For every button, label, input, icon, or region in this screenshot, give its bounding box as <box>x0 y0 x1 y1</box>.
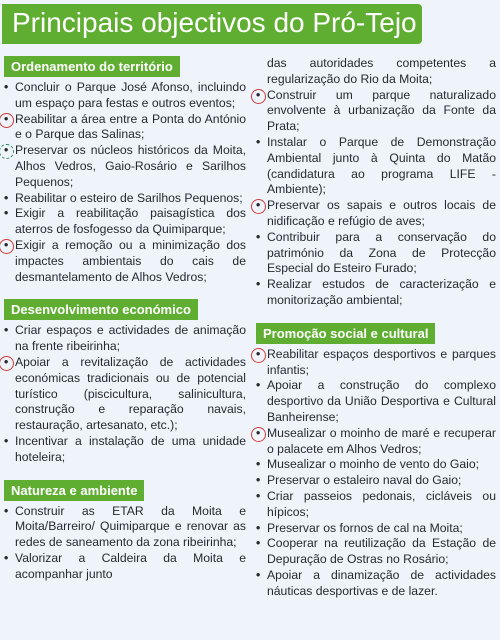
list-item: • Preservar os fornos de cal na Moita; <box>256 520 463 535</box>
section-natureza <box>4 480 246 583</box>
bullet-icon: • <box>256 488 261 503</box>
title-bar <box>0 0 500 50</box>
section-heading: Ordenamento do território <box>4 56 180 77</box>
list-item: • Incentivar a instalação de uma unidade hoteleira; <box>4 433 246 464</box>
bullet-icon: • <box>256 346 261 361</box>
list-item: • Construir um parque naturalizado envolvente à urbanização da Fonte da Prata; <box>256 88 496 135</box>
bullet-icon: • <box>4 80 9 94</box>
list-item: • Exigir a reabilitação paisagística dos aterros de fosfogesso da Quimiparque; <box>4 206 246 237</box>
list-item: • Reabilitar espaços desportivos e parques infantis; <box>256 347 496 379</box>
list-item: • Instalar o Parque de Demonstração Ambiental junto à Quinta do Matão (candidatura ao programa LIFE - Ambiente); <box>256 134 496 197</box>
bullet-icon: • <box>256 473 261 488</box>
item-list <box>4 504 246 583</box>
section-heading: Natureza e ambiente <box>4 480 144 501</box>
list-item: • Musealizar o moinho de maré e recuperar o palacete em Alhos Vedros; <box>256 426 496 458</box>
item-list <box>4 323 246 465</box>
list-item: • Exigir a remoção ou a minimização dos impactes ambientais do cais de desmantelamento de Alhos Vedros; <box>4 238 246 285</box>
bullet-icon: • <box>256 198 261 213</box>
bullet-icon: • <box>4 143 9 158</box>
list-item: • Preservar os núcleos históricos da Moita, Alhos Vedros, Gaio-Rosário e Sarilhos Pequenos; <box>4 143 246 190</box>
bullet-icon: • <box>256 87 261 102</box>
section-heading: Desenvolvimento económico <box>4 299 198 320</box>
section-desenvolvimento <box>4 299 246 465</box>
list-item: • Preservar os sapais e outros locais de nidificação e refúgio de aves; <box>256 198 496 230</box>
list-item: • Reabilitar a área entre a Ponta do António e o Parque das Salinas; <box>4 112 246 144</box>
bullet-icon: • <box>4 237 9 252</box>
list-item: • Musealizar o moinho de vento do Gaio; <box>256 457 480 472</box>
list-item: • Criar espaços e actividades de animação na frente ribeirinha; <box>4 323 246 354</box>
bullet-icon: • <box>4 433 9 448</box>
list-item: • Reabilitar o esteiro de Sarilhos Pequenos; <box>4 190 243 205</box>
bullet-icon: • <box>256 229 261 244</box>
list-item: • Apoiar a construção do complexo desportivo da União Desportiva e Cultural Banheirense; <box>256 378 496 424</box>
list-item: • Realizar estudos de caracterização e monitorização ambiental; <box>256 277 496 307</box>
right-column <box>256 56 496 608</box>
bullet-icon: • <box>256 567 261 582</box>
bullet-icon: • <box>256 457 261 472</box>
bullet-icon: • <box>4 111 9 126</box>
section-promocao <box>256 323 496 600</box>
list-item: • Cooperar na reutilização da Estação de Depuração de Ostras no Rosário; <box>256 536 496 567</box>
list-item: • Valorizar a Caldeira da Moita e acompanhar junto <box>4 550 246 581</box>
bullet-icon: • <box>4 354 9 369</box>
item-list <box>4 80 246 285</box>
list-item: • Concluir o Parque José Afonso, incluindo um espaço para festas e outros eventos; <box>4 80 246 110</box>
bullet-icon: • <box>4 190 9 205</box>
title-background <box>2 4 422 44</box>
bullet-icon: • <box>4 550 9 565</box>
bullet-icon: • <box>4 503 9 518</box>
list-item: • Criar passeios pedonais, cicláveis ou hípicos; <box>256 488 496 519</box>
list-item: • Preservar o estaleiro naval do Gaio; <box>256 473 462 488</box>
list-item: • Apoiar a revitalização de actividades económicas tradicionais ou de potencial turístico (piscicultura, salinicultura, construção e reparação navais, restauração, artesanato, etc.); <box>4 355 246 434</box>
bullet-icon: • <box>256 425 261 440</box>
left-column <box>4 56 246 591</box>
list-item: • Apoiar a dinamização de actividades náuticas desportivas e de lazer. <box>256 567 496 598</box>
section-heading: Promoção social e cultural <box>256 323 435 344</box>
bullet-icon: • <box>4 206 9 221</box>
bullet-icon: • <box>256 277 261 292</box>
item-list <box>256 56 496 309</box>
bullet-icon: • <box>256 536 261 551</box>
bullet-icon: • <box>256 520 261 535</box>
bullet-icon: • <box>256 378 261 393</box>
list-item: • Construir as ETAR da Moita e Moita/Barreiro/ Quimiparque e renovar as redes de saneamento da zona ribeirinha; <box>4 503 246 550</box>
page-title: Principais objectivos do Pró-Tejo <box>12 7 417 38</box>
item-list <box>256 347 496 600</box>
list-item: • Contribuir para a conservação do património da Zona de Protecção Especial do Esteiro Furado; <box>256 229 496 276</box>
list-item-continuation: das autoridades competentes a regularização do Rio da Moita; <box>267 56 496 86</box>
bullet-icon: • <box>256 134 261 149</box>
bullet-icon: • <box>4 323 9 338</box>
section-ordenamento <box>4 56 246 285</box>
